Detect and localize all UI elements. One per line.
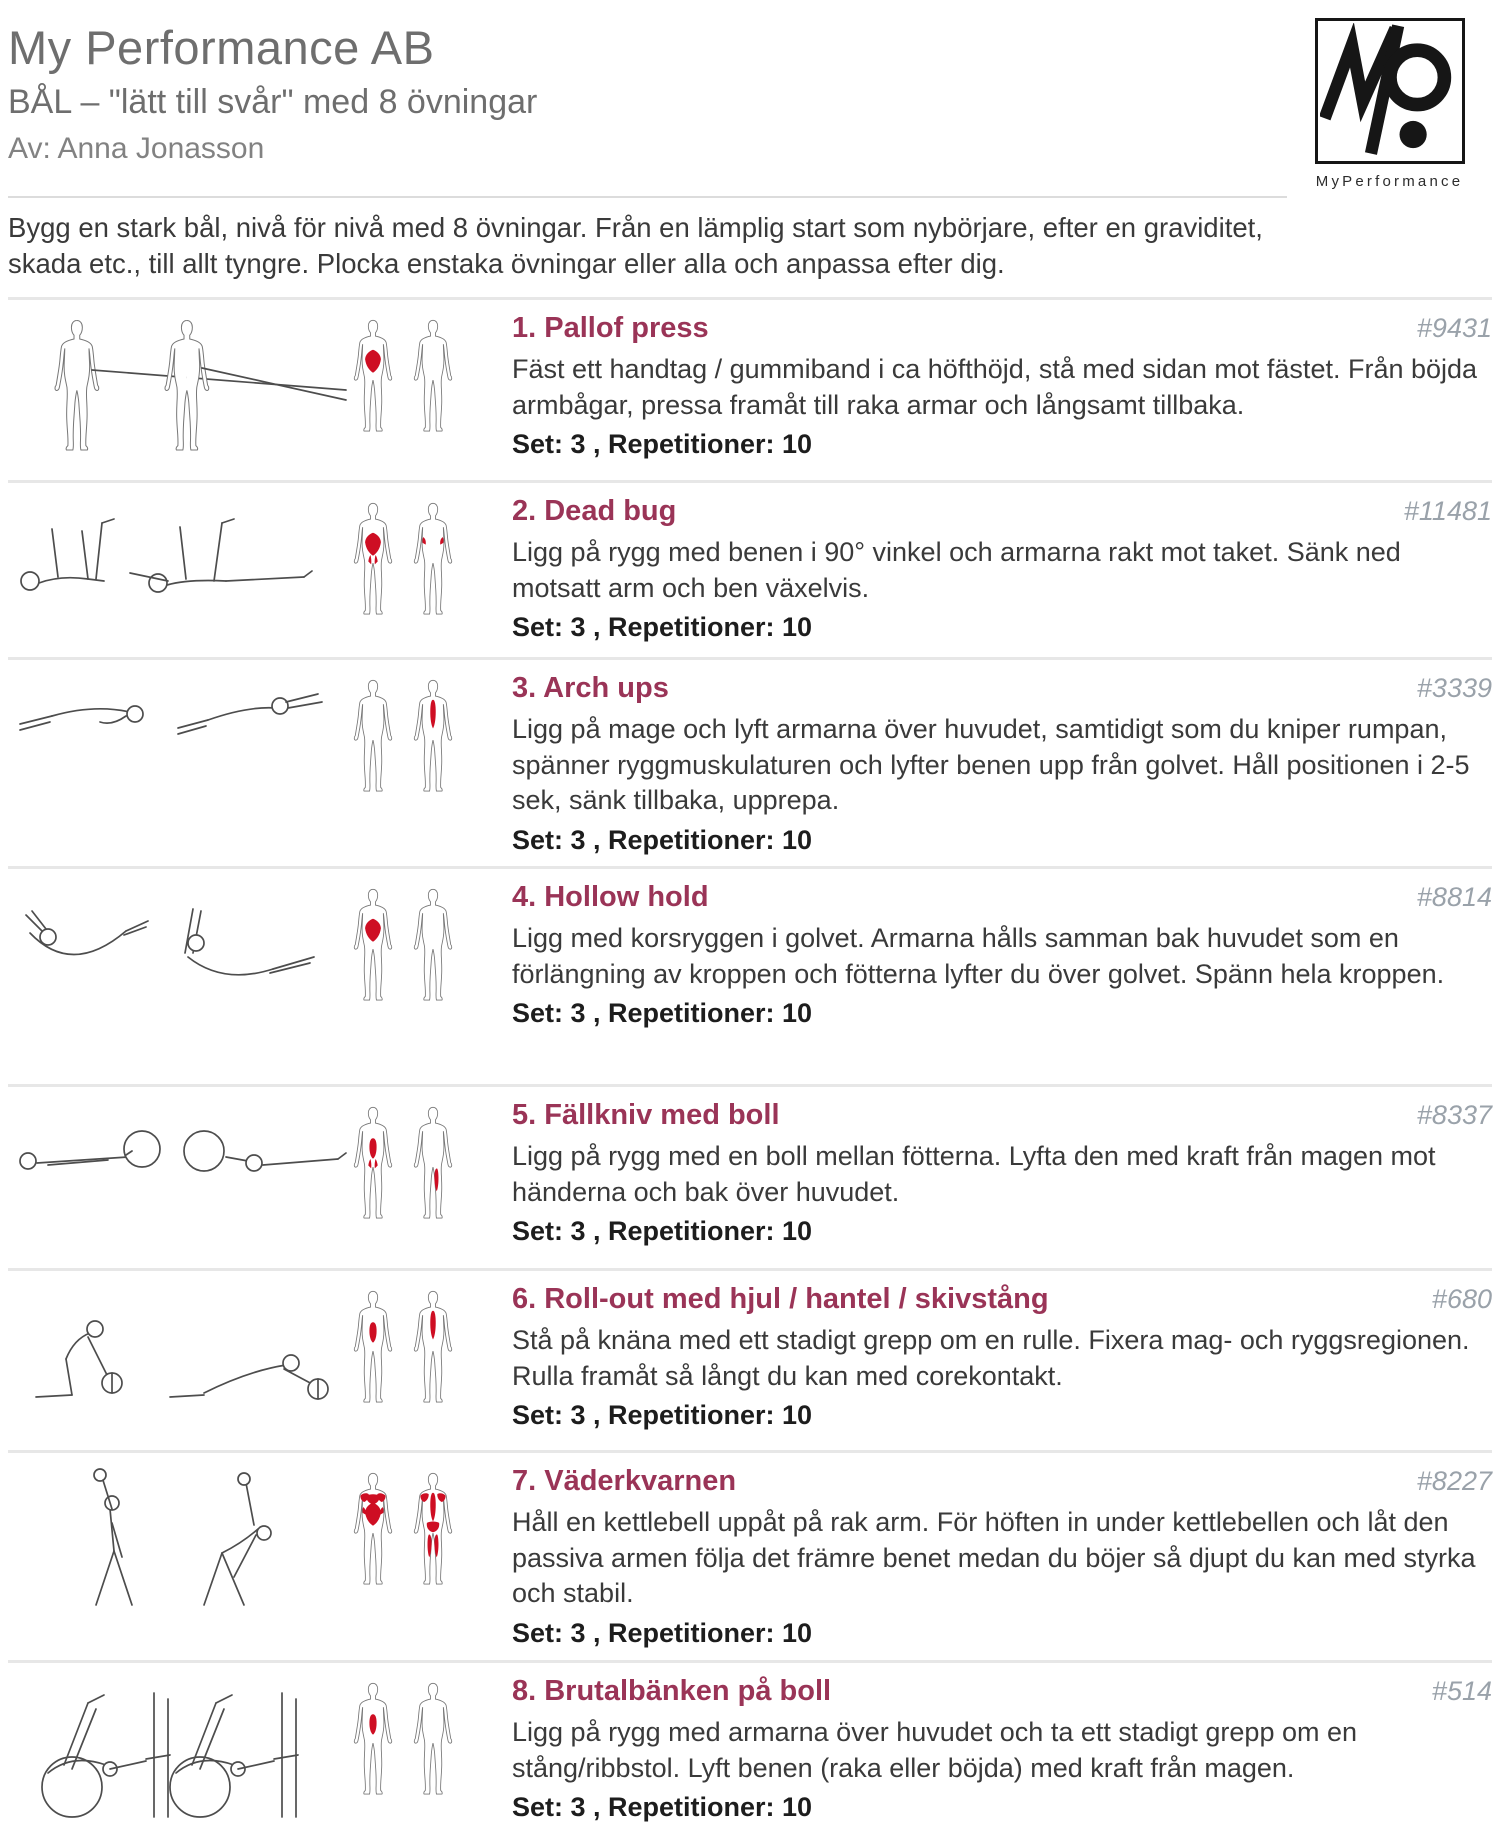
muscle-map	[350, 310, 478, 480]
exercise-description: Håll en kettlebell uppåt på rak arm. För höften in under kettlebellen och låt den passiva armen följa det främre benet medan du böjer så djupt du kan med styrka och stabil.	[512, 1506, 1476, 1609]
logo-caption: MyPerformance	[1315, 173, 1464, 190]
exercise-illustration	[8, 879, 350, 1084]
program-author: Av: Anna Jonasson	[8, 132, 265, 165]
muscle-diagram-front	[350, 1471, 396, 1592]
exercise-description: Ligg på rygg med en boll mellan fötterna. Lyfta den med kraft från magen mot händerna och bak över huvudet.	[512, 1140, 1436, 1207]
exercise-description: Ligg på rygg med benen i 90° vinkel och armarna rakt mot taket. Sänk ned motsatt arm och ben växelvis.	[512, 536, 1401, 603]
exercise-content	[478, 1463, 1492, 1660]
muscle-map	[350, 879, 478, 1084]
muscle-map	[350, 670, 478, 866]
exercise-title: 8. Brutalbänken på boll	[512, 1674, 832, 1707]
exercise-row	[8, 297, 1492, 480]
muscle-map	[350, 1463, 478, 1660]
exercise-row	[8, 1660, 1492, 1836]
exercise-row	[8, 1268, 1492, 1450]
muscle-diagram-back	[410, 1471, 456, 1592]
exercise-id: #680	[1431, 1283, 1492, 1314]
exercise-sets-reps: Set: 3 , Repetitioner: 10	[512, 998, 813, 1029]
exercise-illustration	[8, 493, 350, 657]
exercise-content	[478, 1281, 1492, 1450]
exercise-illustration	[8, 310, 350, 480]
exercise-content	[478, 879, 1492, 1084]
exercise-content	[478, 1097, 1492, 1268]
exercise-content	[478, 1673, 1492, 1836]
muscle-diagram-front	[350, 318, 396, 439]
muscle-diagram-front	[350, 501, 396, 622]
muscle-diagram-front	[350, 887, 396, 1008]
exercise-sets-reps: Set: 3 , Repetitioner: 10	[512, 1216, 813, 1247]
company-name: My Performance AB	[8, 21, 435, 74]
exercise-title: 3. Arch ups	[512, 671, 669, 704]
muscle-diagram-front	[350, 1105, 396, 1226]
muscle-diagram-back	[410, 1681, 456, 1802]
exercise-content	[478, 670, 1492, 866]
exercise-sets-reps: Set: 3 , Repetitioner: 10	[512, 429, 813, 460]
myperformance-logo-icon	[1315, 18, 1465, 164]
exercise-description: Ligg med korsryggen i golvet. Armarna hålls samman bak huvudet som en förlängning av kroppen och fötterna lyfter du över golvet. Spänn hela kroppen.	[512, 922, 1445, 989]
page-header	[8, 0, 1492, 198]
exercise-title: 2. Dead bug	[512, 494, 677, 527]
exercise-list	[8, 297, 1492, 1836]
exercise-illustration	[8, 1463, 350, 1660]
muscle-diagram-back	[410, 887, 456, 1008]
brand-block	[1287, 12, 1492, 198]
exercise-description: Fäst ett handtag / gummiband i ca höfthöjd, stå med sidan mot fästet. Från böjda armbågar, pressa framåt till raka armar och långsamt tillbaka.	[512, 353, 1478, 420]
exercise-id: #8227	[1416, 1465, 1492, 1496]
program-intro: Bygg en stark bål, nivå för nivå med 8 övningar. Från en lämplig start som nybörjare, efter en graviditet, skada etc., till allt tyngre. Plocka enstaka övningar eller alla och anpassa efter dig.	[8, 212, 1263, 280]
muscle-map	[350, 1097, 478, 1268]
exercise-sets-reps: Set: 3 , Repetitioner: 10	[512, 1792, 813, 1823]
exercise-row	[8, 657, 1492, 866]
exercise-row	[8, 866, 1492, 1084]
exercise-id: #8337	[1416, 1099, 1492, 1130]
exercise-row	[8, 1450, 1492, 1660]
exercise-title: 7. Väderkvarnen	[512, 1464, 737, 1497]
exercise-sets-reps: Set: 3 , Repetitioner: 10	[512, 825, 813, 856]
exercise-title: 1. Pallof press	[512, 311, 709, 344]
muscle-diagram-front	[350, 1289, 396, 1410]
muscle-diagram-back	[410, 318, 456, 439]
muscle-diagram-front	[350, 678, 396, 799]
muscle-map	[350, 1281, 478, 1450]
muscle-map	[350, 1673, 478, 1836]
exercise-description: Ligg på mage och lyft armarna över huvudet, samtidigt som du kniper rumpan, spänner ryggmuskulaturen och lyfter benen upp från golvet. Håll positionen i 2-5 sek, sänk tillbaka, upprepa.	[512, 713, 1470, 816]
exercise-id: #8814	[1416, 881, 1492, 912]
muscle-diagram-back	[410, 1289, 456, 1410]
muscle-diagram-back	[410, 678, 456, 799]
exercise-id: #514	[1431, 1675, 1492, 1706]
exercise-illustration	[8, 670, 350, 866]
muscle-diagram-front	[350, 1681, 396, 1802]
header-text-block	[8, 12, 1287, 198]
exercise-content	[478, 310, 1492, 480]
exercise-id: #9431	[1416, 312, 1492, 343]
exercise-content	[478, 493, 1492, 657]
exercise-id: #11481	[1403, 495, 1492, 526]
exercise-title: 6. Roll-out med hjul / hantel / skivstång	[512, 1282, 1049, 1315]
exercise-title: 5. Fällkniv med boll	[512, 1098, 780, 1131]
exercise-sets-reps: Set: 3 , Repetitioner: 10	[512, 612, 813, 643]
exercise-sets-reps: Set: 3 , Repetitioner: 10	[512, 1400, 813, 1431]
muscle-diagram-back	[410, 501, 456, 622]
exercise-row	[8, 1084, 1492, 1268]
exercise-description: Ligg på rygg med armarna över huvudet och ta ett stadigt grepp om en stång/ribbstol. Lyft benen (raka eller böjda) med kraft från magen.	[512, 1716, 1358, 1783]
program-title: BÅL – "lätt till svår" med 8 övningar	[8, 83, 538, 121]
muscle-diagram-back	[410, 1105, 456, 1226]
exercise-id: #3339	[1416, 672, 1492, 703]
exercise-description: Stå på knäna med ett stadigt grepp om en rulle. Fixera mag- och ryggsregionen. Rulla framåt så långt du kan med corekontakt.	[512, 1324, 1470, 1391]
exercise-illustration	[8, 1281, 350, 1450]
exercise-sets-reps: Set: 3 , Repetitioner: 10	[512, 1618, 813, 1649]
exercise-title: 4. Hollow hold	[512, 880, 709, 913]
muscle-map	[350, 493, 478, 657]
exercise-illustration	[8, 1097, 350, 1268]
exercise-illustration	[8, 1673, 350, 1836]
exercise-row	[8, 480, 1492, 657]
